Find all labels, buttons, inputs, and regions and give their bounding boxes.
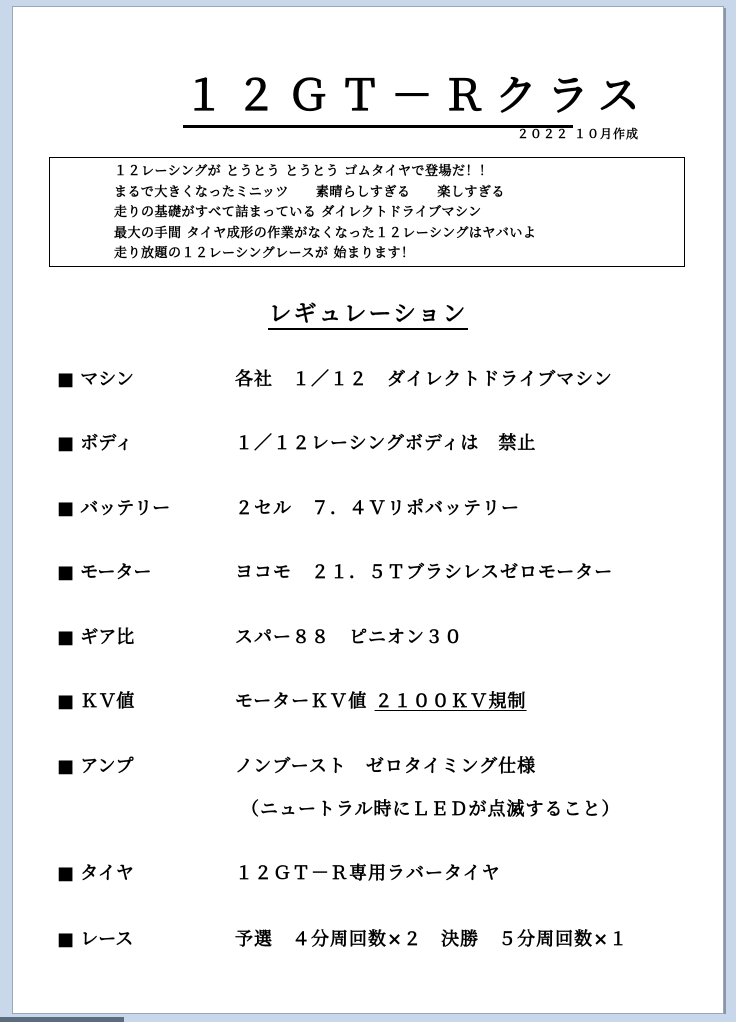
rule-label: ■ ボディ: [57, 433, 133, 454]
section-title: [13, 295, 723, 328]
rule-value: 予選 ４分周回数×２ 決勝 ５分周回数×１: [235, 929, 629, 950]
intro-line: 最大の手間 タイヤ成形の作業がなくなった１２レーシングはヤバいよ: [114, 225, 537, 241]
rule-value: ノンブースト ゼロタイミング仕様: [235, 756, 537, 777]
rule-value: １２ＧＴ－Ｒ専用ラバータイヤ: [235, 863, 501, 884]
rule-value-text: モーターＫＶ値: [235, 691, 368, 712]
rule-label: ■ ＫＶ値: [57, 691, 135, 712]
rule-label: ■ ギア比: [57, 627, 135, 648]
intro-line: まるで大きくなったミニッツ 素晴らしすぎる 楽しすぎる: [114, 184, 505, 200]
horizontal-scrollbar[interactable]: [0, 1014, 736, 1022]
intro-line: 走り放題の１２レーシングレースが 始まります！: [114, 246, 415, 261]
rule-label: ■ バッテリー: [57, 498, 171, 519]
rule-label: ■ タイヤ: [57, 863, 134, 884]
amp-note: （ニュートラル時にＬＥＤが点滅すること）: [241, 799, 621, 820]
intro-line: １２レーシングが とうとう とうとう ゴムタイヤで登場だ！！: [114, 164, 493, 179]
rule-label: ■ アンプ: [57, 756, 134, 777]
document-page: [12, 6, 724, 1014]
document-date: ２０２２ １０月作成: [516, 127, 639, 141]
rule-value: １／１２レーシングボディは 禁止: [235, 433, 537, 454]
rule-label: ■ モーター: [57, 562, 152, 583]
section-title-text: レギュレーション: [268, 301, 467, 330]
intro-box: [49, 157, 685, 267]
rule-value: ヨコモ ２１．５Ｔブラシレスゼロモーター: [235, 562, 614, 583]
intro-line: 走りの基礎がすべて詰まっている ダイレクトドライブマシン: [114, 205, 482, 220]
rule-label: ■ レース: [57, 929, 134, 950]
rule-value: ２セル ７．４Ｖリポバッテリー: [235, 498, 520, 519]
rule-label: ■ マシン: [57, 369, 134, 390]
scrollbar-thumb[interactable]: [0, 1017, 124, 1022]
rule-value: [235, 687, 527, 713]
rule-value: スパー８８ ピニオン３０: [235, 627, 463, 648]
kv-limit: ２１００ＫＶ規制: [374, 691, 527, 712]
rule-value: 各社 １／１２ ダイレクトドライブマシン: [235, 369, 613, 390]
page-title: １２ＧＴ－Ｒクラス: [183, 63, 573, 128]
